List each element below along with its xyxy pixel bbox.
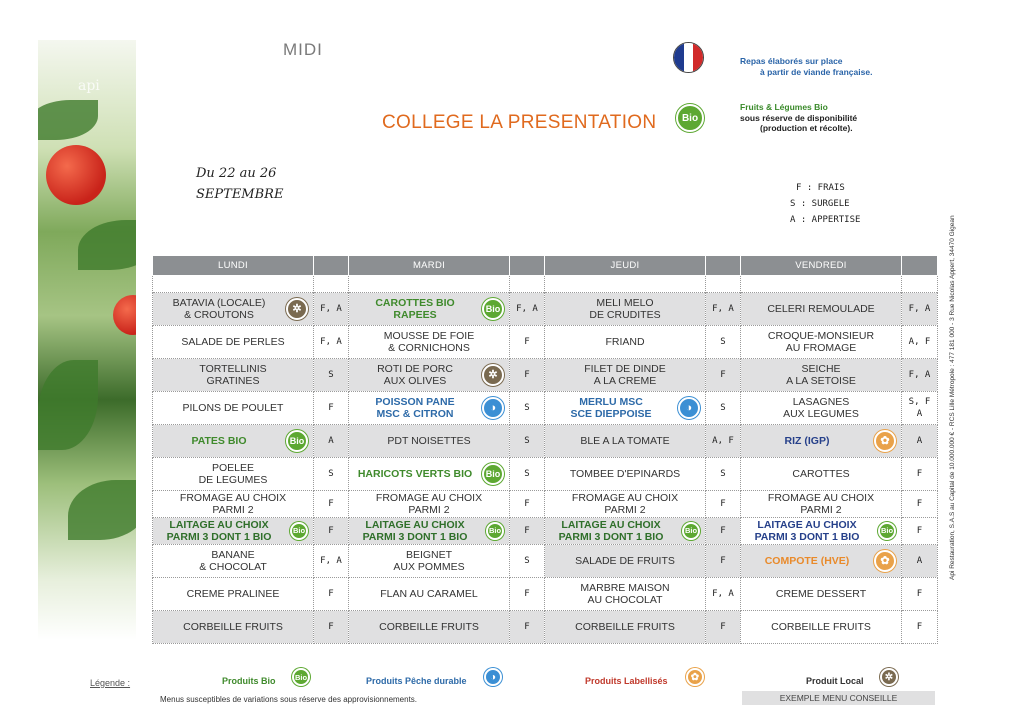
dish-name: CAROTTES BIO bbox=[375, 297, 455, 309]
storage-code: F bbox=[902, 578, 938, 611]
weekly-menu-table bbox=[152, 255, 938, 644]
storage-code: S, F A bbox=[902, 392, 938, 425]
dish-cell bbox=[349, 518, 510, 545]
dish-cell bbox=[741, 545, 902, 578]
storage-code: F bbox=[902, 611, 938, 644]
menu-row bbox=[153, 359, 938, 392]
menu-row bbox=[153, 392, 938, 425]
abbreviation-key: F : FRAIS S : SURGELE A : APPERTISE bbox=[790, 183, 861, 225]
dish-name-line2: AUX POMMES bbox=[393, 561, 465, 573]
storage-code: S bbox=[706, 458, 741, 491]
storage-code: F bbox=[510, 578, 545, 611]
dish-cell bbox=[545, 425, 706, 458]
dish-name-line2: & CROUTONS bbox=[184, 309, 254, 321]
dish-name: BLE A LA TOMATE bbox=[580, 435, 670, 447]
dish-name-line2: PARMI 2 bbox=[604, 504, 646, 516]
dish-name-line2: A LA CREME bbox=[593, 375, 657, 387]
bio-icon: Bio bbox=[676, 104, 704, 132]
fish-icon: ◑ bbox=[678, 397, 700, 419]
storage-code: F, A bbox=[314, 326, 349, 359]
dish-name: HARICOTS VERTS BIO bbox=[357, 468, 473, 480]
dish-name: PILONS DE POULET bbox=[182, 402, 284, 414]
brand-logo: api bbox=[78, 78, 100, 94]
menu-row bbox=[153, 293, 938, 326]
dish-name: TOMBEE D'EPINARDS bbox=[569, 468, 681, 480]
dish-name-line2: PARMI 3 DONT 1 BIO bbox=[362, 531, 468, 543]
legend-label: Produits Labellisés bbox=[585, 676, 668, 686]
storage-code: F bbox=[510, 359, 545, 392]
dish-name: MOUSSE DE FOIE bbox=[383, 330, 475, 342]
label-rosette-icon: ✿ bbox=[874, 550, 896, 572]
bio-icon: Bio bbox=[486, 522, 504, 540]
storage-code: S bbox=[314, 359, 349, 392]
dish-cell bbox=[349, 359, 510, 392]
storage-code: A bbox=[314, 425, 349, 458]
storage-code: S bbox=[314, 458, 349, 491]
label-rosette-icon: ✿ bbox=[874, 430, 896, 452]
menu-row bbox=[153, 578, 938, 611]
storage-code: F bbox=[314, 611, 349, 644]
dish-name: CORBEILLE FRUITS bbox=[379, 621, 479, 633]
dish-cell bbox=[153, 359, 314, 392]
dish-name: SALADE DE PERLES bbox=[181, 336, 285, 348]
dish-name: TORTELLINIS bbox=[199, 363, 267, 375]
bio-icon: Bio bbox=[482, 463, 504, 485]
company-legal-text: Api Restauration, S.A.S au Capital de 10.000.000 € - RCS Lille Métropole : 477 181 000 - 3 Rue Nicolas Appert, 34470 Gigean bbox=[949, 215, 956, 580]
storage-code: S bbox=[510, 545, 545, 578]
dish-cell bbox=[545, 359, 706, 392]
dish-name-line2: PARMI 2 bbox=[408, 504, 450, 516]
dish-name-line2: PARMI 2 bbox=[800, 504, 842, 516]
dish-name: LASAGNES bbox=[792, 396, 850, 408]
school-title: COLLEGE LA PRESENTATION bbox=[382, 112, 657, 133]
storage-code: S bbox=[706, 392, 741, 425]
dish-cell bbox=[741, 392, 902, 425]
dish-name: SALADE DE FRUITS bbox=[575, 555, 675, 567]
storage-code: F, A bbox=[902, 359, 938, 392]
dish-name: BEIGNET bbox=[405, 549, 453, 561]
dish-name: FILET DE DINDE bbox=[584, 363, 666, 375]
dish-cell bbox=[741, 326, 902, 359]
dish-name: BATAVIA (LOCALE) bbox=[172, 297, 266, 309]
storage-code: F bbox=[706, 611, 741, 644]
dish-cell bbox=[545, 458, 706, 491]
storage-code: S bbox=[510, 425, 545, 458]
dish-cell bbox=[545, 611, 706, 644]
dish-cell bbox=[545, 326, 706, 359]
dish-cell bbox=[741, 578, 902, 611]
legend-local: Produit Local bbox=[806, 676, 864, 686]
storage-code: F bbox=[902, 518, 938, 545]
dish-name: SEICHE bbox=[801, 363, 841, 375]
bio-icon: Bio bbox=[482, 298, 504, 320]
dish-name: POELEE bbox=[211, 462, 255, 474]
storage-code: F bbox=[314, 392, 349, 425]
dish-cell bbox=[153, 392, 314, 425]
dish-name-line2: SCE DIEPPOISE bbox=[570, 408, 652, 420]
storage-code: S bbox=[706, 326, 741, 359]
dish-cell bbox=[349, 326, 510, 359]
day-header: JEUDI bbox=[545, 256, 706, 276]
dish-cell bbox=[153, 611, 314, 644]
storage-code: F, A bbox=[706, 293, 741, 326]
dish-name-line2: PARMI 3 DONT 1 BIO bbox=[166, 531, 272, 543]
dish-name-line2: AUX OLIVES bbox=[383, 375, 447, 387]
dish-cell bbox=[349, 578, 510, 611]
fish-icon: ◑ bbox=[482, 397, 504, 419]
dish-name: LAITAGE AU CHOIX bbox=[757, 519, 857, 531]
label-rosette-icon: ✿ bbox=[686, 668, 704, 686]
dish-name: FROMAGE AU CHOIX bbox=[571, 492, 679, 504]
dish-name-line2: AU CHOCOLAT bbox=[587, 594, 663, 606]
meal-period-title: MIDI bbox=[283, 40, 323, 59]
dish-name-line2: DE CRUDITES bbox=[589, 309, 661, 321]
week-dates: Du 22 au 26 SEPTEMBRE bbox=[196, 166, 284, 202]
storage-code: F, A bbox=[314, 545, 349, 578]
dish-name: CORBEILLE FRUITS bbox=[183, 621, 283, 633]
menu-row bbox=[153, 425, 938, 458]
dish-name: LAITAGE AU CHOIX bbox=[561, 519, 661, 531]
storage-code: F bbox=[510, 518, 545, 545]
dish-name: FRIAND bbox=[605, 336, 645, 348]
dish-name: MELI MELO bbox=[596, 297, 654, 309]
dish-cell bbox=[741, 425, 902, 458]
dish-cell bbox=[153, 491, 314, 518]
dish-name: CAROTTES bbox=[792, 468, 850, 480]
storage-code: A, F bbox=[902, 326, 938, 359]
dish-name-line2: AU FROMAGE bbox=[785, 342, 857, 354]
dish-name: PDT NOISETTES bbox=[387, 435, 471, 447]
day-header: LUNDI bbox=[153, 256, 314, 276]
dish-cell bbox=[153, 578, 314, 611]
dish-name: RIZ (IGP) bbox=[784, 435, 830, 447]
dish-name: LAITAGE AU CHOIX bbox=[169, 519, 269, 531]
dish-name: POISSON PANE bbox=[375, 396, 455, 408]
legend bbox=[0, 668, 1024, 688]
menu-row bbox=[153, 611, 938, 644]
example-menu-label: EXEMPLE MENU CONSEILLE bbox=[742, 691, 935, 705]
dish-name-line2: MSC & CITRON bbox=[376, 408, 454, 420]
french-flag-icon bbox=[673, 42, 704, 73]
storage-code: F bbox=[314, 491, 349, 518]
dish-name-line2: AUX LEGUMES bbox=[783, 408, 859, 420]
dish-cell bbox=[153, 293, 314, 326]
footer-note: Menus susceptibles de variations sous réserve des approvisionnements. bbox=[160, 695, 418, 704]
dish-name: CELERI REMOULADE bbox=[767, 303, 875, 315]
dish-name: FROMAGE AU CHOIX bbox=[375, 492, 483, 504]
storage-code: F bbox=[902, 458, 938, 491]
dish-cell bbox=[349, 458, 510, 491]
dish-name: LAITAGE AU CHOIX bbox=[365, 519, 465, 531]
dish-name: CROQUE-MONSIEUR bbox=[767, 330, 875, 342]
dish-name-line2: PARMI 3 DONT 1 BIO bbox=[558, 531, 664, 543]
dish-cell bbox=[349, 611, 510, 644]
dish-cell bbox=[545, 578, 706, 611]
dish-name: FROMAGE AU CHOIX bbox=[179, 492, 287, 504]
dish-name-line2: & CHOCOLAT bbox=[199, 561, 267, 573]
storage-code: F, A bbox=[706, 578, 741, 611]
decorative-vegetable-banner bbox=[38, 40, 136, 640]
bio-icon: Bio bbox=[292, 668, 310, 686]
dish-cell bbox=[545, 491, 706, 518]
storage-code: F bbox=[706, 491, 741, 518]
storage-code: F, A bbox=[902, 293, 938, 326]
bio-icon: Bio bbox=[286, 430, 308, 452]
legend-title: Légende : bbox=[90, 678, 131, 688]
storage-code: F, A bbox=[510, 293, 545, 326]
fish-icon: ◑ bbox=[484, 668, 502, 686]
dish-cell bbox=[545, 518, 706, 545]
menu-row bbox=[153, 458, 938, 491]
menu-row bbox=[153, 518, 938, 545]
bio-icon: Bio bbox=[682, 522, 700, 540]
dish-name: FROMAGE AU CHOIX bbox=[767, 492, 875, 504]
local-product-icon: ✲ bbox=[482, 364, 504, 386]
dish-cell bbox=[349, 545, 510, 578]
dish-name: MARBRE MAISON bbox=[580, 582, 670, 594]
dish-name-line2: PARMI 2 bbox=[212, 504, 254, 516]
menu-row bbox=[153, 545, 938, 578]
dish-name-line2: RAPEES bbox=[393, 309, 437, 321]
dish-cell bbox=[349, 392, 510, 425]
dish-name: COMPOTE (HVE) bbox=[764, 555, 850, 567]
dish-cell bbox=[349, 293, 510, 326]
dish-cell bbox=[545, 545, 706, 578]
dish-cell bbox=[741, 293, 902, 326]
dish-cell bbox=[153, 545, 314, 578]
menu-row bbox=[153, 326, 938, 359]
storage-code: F, A bbox=[314, 293, 349, 326]
local-product-icon: ✲ bbox=[880, 668, 898, 686]
storage-code: F bbox=[510, 611, 545, 644]
dish-cell bbox=[153, 458, 314, 491]
dish-cell bbox=[153, 425, 314, 458]
dish-name: BANANE bbox=[211, 549, 255, 561]
dish-name-line2: & CORNICHONS bbox=[388, 342, 470, 354]
dish-name-line2: PARMI 3 DONT 1 BIO bbox=[754, 531, 860, 543]
day-header: MARDI bbox=[349, 256, 510, 276]
dish-cell bbox=[153, 518, 314, 545]
bio-info: Fruits & Légumes Bio sous réserve de disponibilité (production et récolte). bbox=[740, 102, 858, 133]
local-product-icon: ✲ bbox=[286, 298, 308, 320]
legend-bio: Produits Bio bbox=[222, 676, 276, 686]
dish-cell bbox=[741, 518, 902, 545]
dish-name-line2: GRATINES bbox=[206, 375, 260, 387]
storage-code: F bbox=[706, 545, 741, 578]
storage-code: F bbox=[706, 518, 741, 545]
storage-code: A bbox=[902, 425, 938, 458]
legend-peche: Produits Pêche durable bbox=[366, 676, 467, 686]
dish-name-line2: DE LEGUMES bbox=[198, 474, 268, 486]
dish-name: MERLU MSC bbox=[579, 396, 643, 408]
dish-cell bbox=[741, 458, 902, 491]
dish-name: ROTI DE PORC bbox=[377, 363, 453, 375]
day-header-row bbox=[153, 256, 938, 276]
dish-cell bbox=[741, 491, 902, 518]
dish-name: PATES BIO bbox=[191, 435, 247, 447]
storage-code: F bbox=[902, 491, 938, 518]
dish-cell bbox=[741, 359, 902, 392]
storage-code: S bbox=[510, 458, 545, 491]
dish-name: CREME DESSERT bbox=[775, 588, 867, 600]
storage-code: F bbox=[706, 359, 741, 392]
dish-cell bbox=[349, 425, 510, 458]
dish-cell bbox=[545, 392, 706, 425]
dish-cell bbox=[349, 491, 510, 518]
dish-name: CORBEILLE FRUITS bbox=[575, 621, 675, 633]
storage-code: F bbox=[510, 326, 545, 359]
dish-name-line2: A LA SETOISE bbox=[786, 375, 856, 387]
storage-code: A bbox=[902, 545, 938, 578]
menu-row bbox=[153, 491, 938, 518]
storage-code: F bbox=[314, 578, 349, 611]
dish-cell bbox=[741, 611, 902, 644]
storage-code: A, F bbox=[706, 425, 741, 458]
bio-icon: Bio bbox=[878, 522, 896, 540]
storage-code: F bbox=[510, 491, 545, 518]
dish-name: CORBEILLE FRUITS bbox=[771, 621, 871, 633]
french-meat-info: Repas élaborés sur place à partir de viande française. bbox=[740, 56, 873, 77]
day-header: VENDREDI bbox=[741, 256, 902, 276]
dish-cell bbox=[545, 293, 706, 326]
dish-name: FLAN AU CARAMEL bbox=[380, 588, 478, 600]
dish-name: CREME PRALINEE bbox=[186, 588, 280, 600]
dish-cell bbox=[153, 326, 314, 359]
bio-icon: Bio bbox=[290, 522, 308, 540]
storage-code: F bbox=[314, 518, 349, 545]
storage-code: S bbox=[510, 392, 545, 425]
